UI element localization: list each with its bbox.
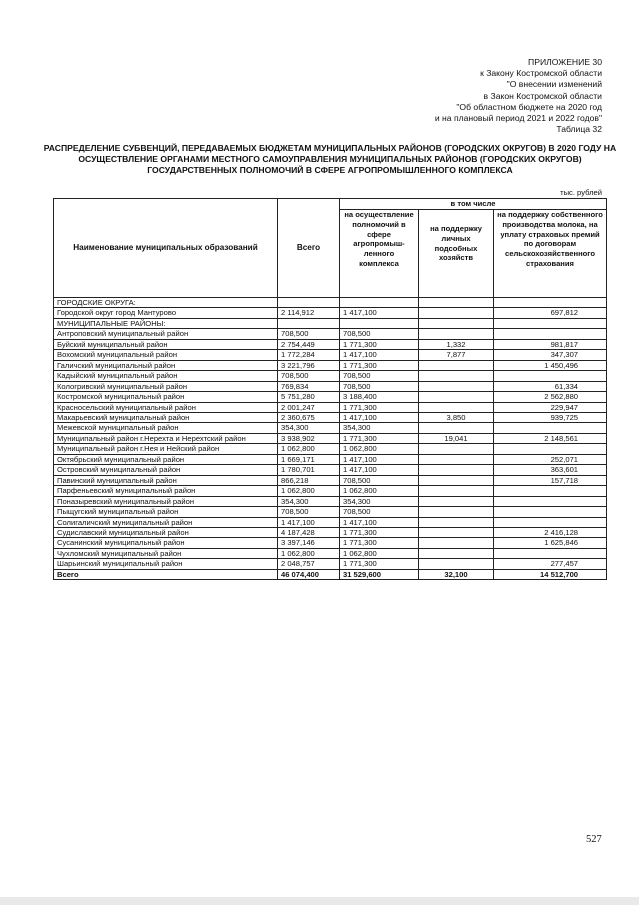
cell-name: Городской округ город Мантурово <box>54 308 278 318</box>
cell-agro: 354,300 <box>340 423 419 433</box>
cell-milk: 981,817 <box>494 339 607 349</box>
cell-milk <box>494 496 607 506</box>
table-row <box>54 517 607 527</box>
appendix-line: "О внесении изменений <box>506 79 602 90</box>
cell-total: 2 001,247 <box>278 402 340 412</box>
cell-private-farms <box>419 308 494 318</box>
cell-private-farms: 1,332 <box>419 339 494 349</box>
cell-total: 46 074,400 <box>278 569 340 579</box>
table-row <box>54 538 607 548</box>
cell-milk: 157,718 <box>494 475 607 485</box>
cell-milk: 2 148,561 <box>494 433 607 443</box>
cell-total: 4 187,428 <box>278 527 340 537</box>
cell-total: 708,500 <box>278 507 340 517</box>
cell-private-farms <box>419 329 494 339</box>
cell-agro: 3 188,400 <box>340 392 419 402</box>
cell-total: 708,500 <box>278 329 340 339</box>
cell-name: Всего <box>54 569 278 579</box>
cell-milk <box>494 507 607 517</box>
cell-name: Макарьевский муниципальный район <box>54 412 278 422</box>
cell-agro: 708,500 <box>340 371 419 381</box>
cell-milk: 363,601 <box>494 465 607 475</box>
cell-name: Островский муниципальный район <box>54 465 278 475</box>
cell-agro: 1 771,300 <box>340 527 419 537</box>
cell-private-farms: 3,850 <box>419 412 494 422</box>
cell-agro: 1 062,800 <box>340 548 419 558</box>
cell-milk <box>494 548 607 558</box>
section-municipal: МУНИЦИПАЛЬНЫЕ РАЙОНЫ: <box>54 318 278 328</box>
cell-total: 1 772,284 <box>278 350 340 360</box>
section-row <box>54 298 607 308</box>
table-row <box>54 392 607 402</box>
cell-agro: 31 529,600 <box>340 569 419 579</box>
cell-private-farms <box>419 371 494 381</box>
cell-agro: 1 417,100 <box>340 465 419 475</box>
cell-private-farms <box>419 454 494 464</box>
cell-name: Чухломский муниципальный район <box>54 548 278 558</box>
cell-private-farms <box>419 360 494 370</box>
cell-private-farms <box>419 507 494 517</box>
cell-milk <box>494 486 607 496</box>
cell-name: Павинский муниципальный район <box>54 475 278 485</box>
document-title: РАСПРЕДЕЛЕНИЕ СУБВЕНЦИЙ, ПЕРЕДАВАЕМЫХ БЮДЖЕТАМ МУНИЦИПАЛЬНЫХ РАЙОНОВ (ГОРОДСКИХ ОКРУГОВ) В 2020 ГОДУ НА ОСУЩЕСТВЛЕНИЕ ОРГАНАМИ МЕСТНОГО САМОУПРАВЛЕНИЯ МУНИЦИПАЛЬНЫХ РАЙОНОВ (ГОРОДСКИХ ОКРУГОВ) ГОСУДАРСТВЕННЫХ ПОЛНОМОЧИЙ В СФЕРЕ АГРОПРОМЫШЛЕННОГО КОМПЛЕКСА <box>43 143 617 175</box>
cell-name: Поназыревский муниципальный район <box>54 496 278 506</box>
cell-agro: 1 417,100 <box>340 517 419 527</box>
cell-name: Антроповский муниципальный район <box>54 329 278 339</box>
cell-total: 866,218 <box>278 475 340 485</box>
cell-milk <box>494 423 607 433</box>
table-row <box>54 548 607 558</box>
cell-agro: 1 771,300 <box>340 339 419 349</box>
cell-private-farms: 19,041 <box>419 433 494 443</box>
section-urban: ГОРОДСКИЕ ОКРУГА: <box>54 298 278 308</box>
cell-agro: 1 771,300 <box>340 538 419 548</box>
cell-name: Муниципальный район г.Нерехта и Нерехтский район <box>54 433 278 443</box>
cell-private-farms <box>419 559 494 569</box>
cell-private-farms <box>419 402 494 412</box>
cell-agro: 1 417,100 <box>340 412 419 422</box>
cell-agro: 1 771,300 <box>340 433 419 443</box>
cell-private-farms <box>419 392 494 402</box>
cell-total: 708,500 <box>278 371 340 381</box>
header-milk: на поддержку собственного производства молока, на уплату страховых премий по договорам сельскохозяйственного страхования <box>494 210 607 298</box>
cell-name: Кологривский муниципальный район <box>54 381 278 391</box>
table-row <box>54 527 607 537</box>
cell-total: 1 417,100 <box>278 517 340 527</box>
table-row <box>54 486 607 496</box>
table-row <box>54 507 607 517</box>
cell-milk: 1 450,496 <box>494 360 607 370</box>
cell-milk <box>494 371 607 381</box>
cell-name: Красносельский муниципальный район <box>54 402 278 412</box>
cell-total: 5 751,280 <box>278 392 340 402</box>
cell-total: 2 360,675 <box>278 412 340 422</box>
cell-private-farms <box>419 538 494 548</box>
cell-total: 354,300 <box>278 496 340 506</box>
cell-agro: 1 417,100 <box>340 350 419 360</box>
appendix-line: в Закон Костромской области <box>483 90 602 101</box>
scan-edge <box>0 897 639 905</box>
cell-milk: 2 416,128 <box>494 527 607 537</box>
table-row <box>54 381 607 391</box>
cell-agro: 708,500 <box>340 381 419 391</box>
cell-name: Парфеньевский муниципальный район <box>54 486 278 496</box>
cell-total: 1 780,701 <box>278 465 340 475</box>
appendix-line: к Закону Костромской области <box>480 68 602 79</box>
appendix-line: "Об областном бюджете на 2020 год <box>456 101 602 112</box>
cell-name: Шарьинский муниципальный район <box>54 559 278 569</box>
table-number: Таблица 32 <box>556 124 602 135</box>
cell-milk <box>494 444 607 454</box>
cell-private-farms <box>419 381 494 391</box>
cell-agro: 708,500 <box>340 475 419 485</box>
cell-name: Межевской муниципальный район <box>54 423 278 433</box>
cell-milk: 1 625,846 <box>494 538 607 548</box>
cell-total: 2 754,449 <box>278 339 340 349</box>
table-row <box>54 496 607 506</box>
cell-private-farms <box>419 465 494 475</box>
cell-private-farms: 7,877 <box>419 350 494 360</box>
cell-milk: 347,307 <box>494 350 607 360</box>
cell-total: 354,300 <box>278 423 340 433</box>
cell-milk: 229,947 <box>494 402 607 412</box>
appendix-line: ПРИЛОЖЕНИЕ 30 <box>528 57 602 67</box>
table-row <box>54 559 607 569</box>
cell-agro: 1 771,300 <box>340 360 419 370</box>
table-row <box>54 423 607 433</box>
cell-total: 2 114,912 <box>278 308 340 318</box>
table-row <box>54 329 607 339</box>
cell-agro: 708,500 <box>340 507 419 517</box>
page-number: 527 <box>586 834 602 845</box>
cell-agro: 1 417,100 <box>340 454 419 464</box>
cell-total: 1 062,800 <box>278 548 340 558</box>
cell-milk <box>494 329 607 339</box>
cell-private-farms <box>419 475 494 485</box>
cell-private-farms <box>419 444 494 454</box>
cell-milk: 697,812 <box>494 308 607 318</box>
cell-agro: 354,300 <box>340 496 419 506</box>
cell-name: Октябрьский муниципальный район <box>54 454 278 464</box>
cell-agro: 1 417,100 <box>340 308 419 318</box>
cell-name: Сусанинский муниципальный район <box>54 538 278 548</box>
cell-private-farms <box>419 496 494 506</box>
cell-private-farms <box>419 548 494 558</box>
header-private-farms: на поддержку личных подсобных хозяйств <box>419 210 494 298</box>
cell-name: Муниципальный район г.Нея и Нейский район <box>54 444 278 454</box>
cell-name: Костромской муниципальный район <box>54 392 278 402</box>
cell-milk: 277,457 <box>494 559 607 569</box>
cell-milk: 939,725 <box>494 412 607 422</box>
appendix-header <box>342 57 602 135</box>
table-row <box>54 454 607 464</box>
table-row <box>54 465 607 475</box>
cell-total: 1 669,171 <box>278 454 340 464</box>
cell-agro: 1 771,300 <box>340 402 419 412</box>
cell-milk: 14 512,700 <box>494 569 607 579</box>
cell-private-farms <box>419 423 494 433</box>
cell-agro: 1 771,300 <box>340 559 419 569</box>
cell-private-farms: 32,100 <box>419 569 494 579</box>
cell-milk: 252,071 <box>494 454 607 464</box>
cell-name: Солигаличский муниципальный район <box>54 517 278 527</box>
cell-milk <box>494 517 607 527</box>
header-including: в том числе <box>340 199 607 210</box>
table-row <box>54 402 607 412</box>
cell-name: Кадыйский муниципальный район <box>54 371 278 381</box>
table-row <box>54 350 607 360</box>
cell-total: 769,834 <box>278 381 340 391</box>
cell-name: Буйский муниципальный район <box>54 339 278 349</box>
table-row <box>54 433 607 443</box>
cell-private-farms <box>419 517 494 527</box>
cell-private-farms <box>419 527 494 537</box>
cell-milk: 61,334 <box>494 381 607 391</box>
cell-agro: 708,500 <box>340 329 419 339</box>
table-row <box>54 444 607 454</box>
cell-total: 3 221,796 <box>278 360 340 370</box>
header-name: Наименование муниципальных образований <box>54 199 278 298</box>
cell-total: 3 397,146 <box>278 538 340 548</box>
cell-total: 1 062,800 <box>278 486 340 496</box>
cell-milk: 2 562,880 <box>494 392 607 402</box>
section-row <box>54 318 607 328</box>
cell-agro: 1 062,800 <box>340 486 419 496</box>
cell-name: Пыщугский муниципальный район <box>54 507 278 517</box>
table-row <box>54 412 607 422</box>
table-row <box>54 339 607 349</box>
cell-name: Судиславский муниципальный район <box>54 527 278 537</box>
header-total: Всего <box>278 199 340 298</box>
cell-total: 1 062,800 <box>278 444 340 454</box>
table-row <box>54 371 607 381</box>
cell-name: Вохомский муниципальный район <box>54 350 278 360</box>
subventions-table <box>53 198 607 580</box>
table-row <box>54 475 607 485</box>
table-row <box>54 360 607 370</box>
header-agro: на осуществление полномочий в сфере агропромыш-ленного комплекса <box>340 210 419 298</box>
cell-total: 3 938,902 <box>278 433 340 443</box>
units-label: тыс. рублей <box>560 188 602 197</box>
cell-agro: 1 062,800 <box>340 444 419 454</box>
appendix-line: и на плановый период 2021 и 2022 годов" <box>434 113 602 124</box>
table-row <box>54 308 607 318</box>
cell-name: Галичский муниципальный район <box>54 360 278 370</box>
cell-total: 2 048,757 <box>278 559 340 569</box>
total-row <box>54 569 607 579</box>
cell-private-farms <box>419 486 494 496</box>
